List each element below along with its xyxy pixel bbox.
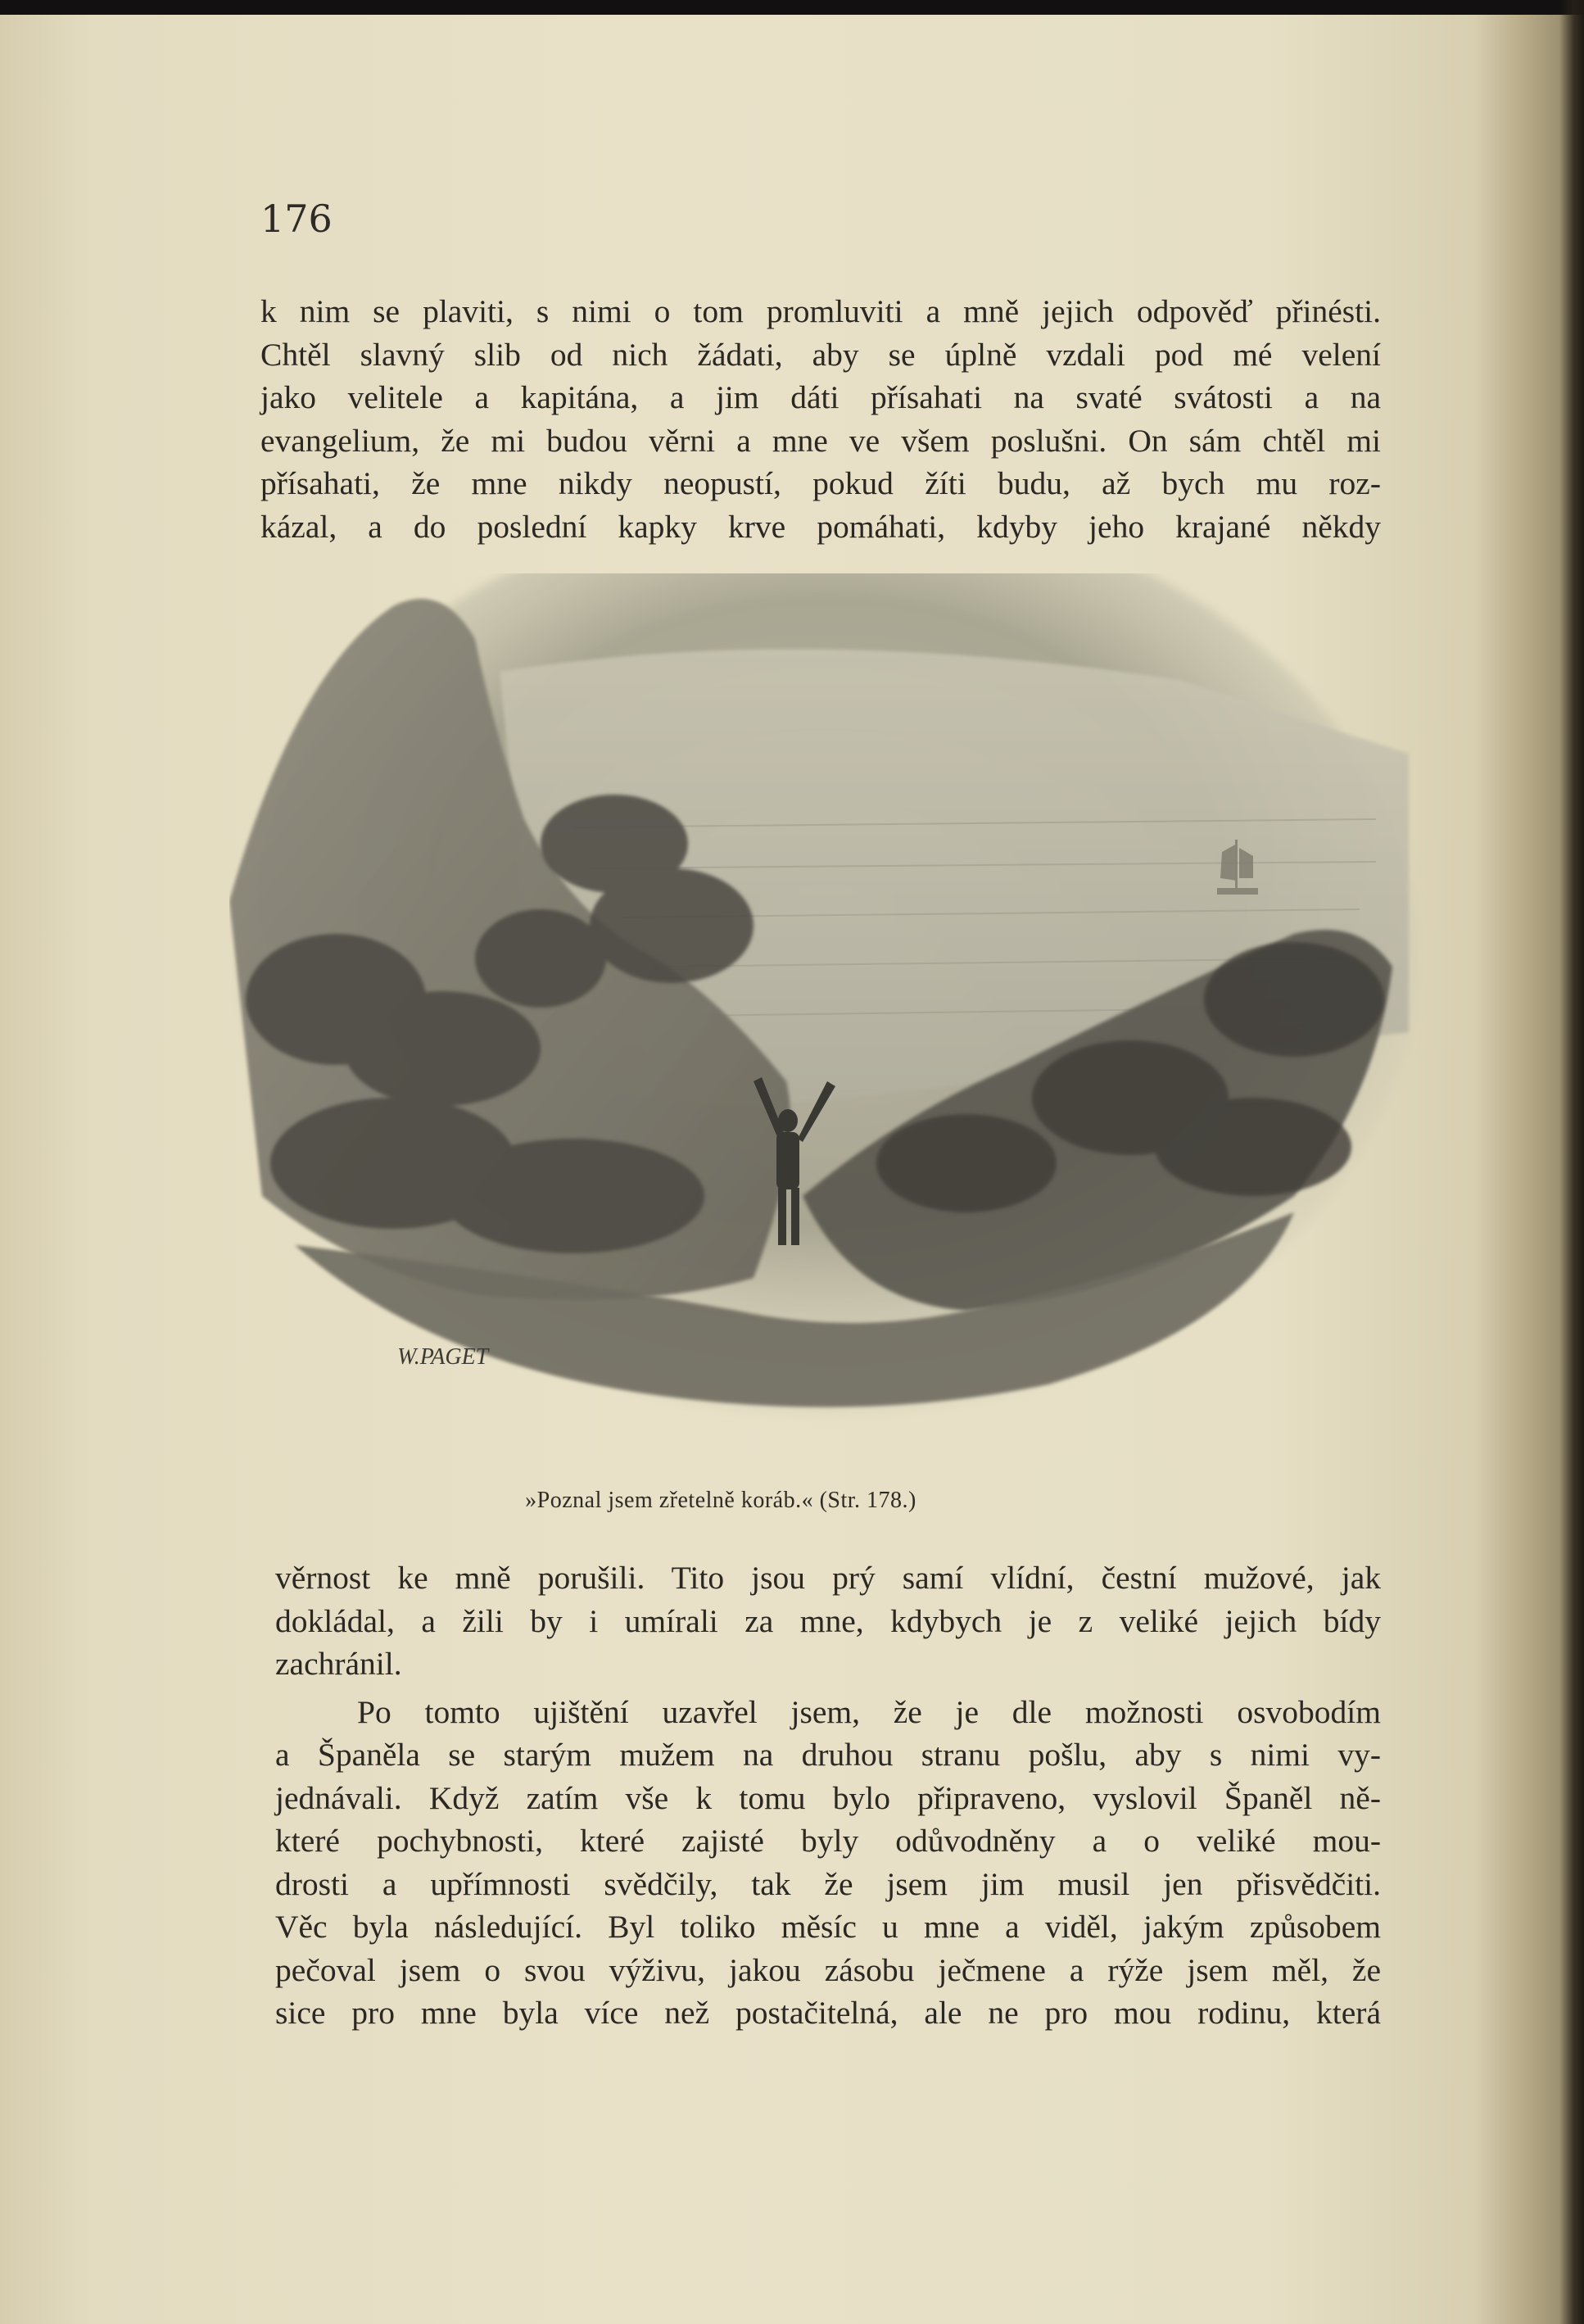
text-line: sice pro mne byla více než postačitelná, ale ne pro mou rodinu, která (275, 1995, 1381, 2031)
illustration-engraving (229, 573, 1425, 1466)
text-line: dokládal, a žili by i umírali za mne, kdybych je z veliké jejich bídy (275, 1602, 1381, 1639)
illustration-caption: »Poznal jsem zřetelně koráb.« (Str. 178.) (525, 1488, 916, 1513)
text-line: drosti a upřímnosti svědčily, tak že jsem jim musil jen přisvědčiti. (275, 1865, 1381, 1902)
text-line: k nim se plaviti, s nimi o tom promluviti a mně jejich odpověď přinésti. (260, 293, 1381, 329)
text-line: Po tomto ujištění uzavřel jsem, že je dle možnosti osvobodím (357, 1693, 1381, 1730)
text-line: které pochybnosti, které zajisté byly odůvodněny a o veliké mou- (275, 1823, 1381, 1859)
page-number: 176 (260, 197, 333, 241)
artist-signature: W.PAGET (397, 1344, 489, 1370)
text-line: Chtěl slavný slib od nich žádati, aby se úplně vzdali pod mé velení (260, 336, 1381, 373)
text-line: věrnost ke mně porušili. Tito jsou prý samí vlídní, čestní mužové, jak (275, 1560, 1381, 1596)
text-line: jednávali. Když zatím vše k tomu bylo připraveno, vyslovil Španěl ně- (275, 1779, 1381, 1816)
top-paragraph (260, 290, 1381, 548)
page-edge-shadow (1559, 0, 1584, 2324)
text-line: pečoval jsem o svou výživu, jakou zásobu ječmene a rýže jsem měl, že (275, 1951, 1381, 1988)
text-line: jako velitele a kapitána, a jim dáti přísahati na svaté svátosti a na (260, 379, 1381, 415)
text-line: přísahati, že mne nikdy neopustí, pokud žíti budu, až bych mu roz- (260, 465, 1381, 501)
text-line: a Španěla se starým mužem na druhou stranu pošlu, aby s nimi vy- (275, 1737, 1381, 1773)
text-line: evangelium, že mi budou věrni a mne ve všem poslušni. On sám chtěl mi (260, 422, 1381, 459)
text-line: zachránil. (275, 1646, 402, 1682)
scan-top-edge (0, 0, 1584, 15)
text-line: Věc byla následující. Byl toliko měsíc u mne a viděl, jakým způsobem (275, 1909, 1381, 1945)
bottom-paragraphs (275, 1556, 1381, 2035)
text-line: kázal, a do poslední kapky krve pomáhati, kdyby jeho krajané někdy (260, 508, 1381, 545)
